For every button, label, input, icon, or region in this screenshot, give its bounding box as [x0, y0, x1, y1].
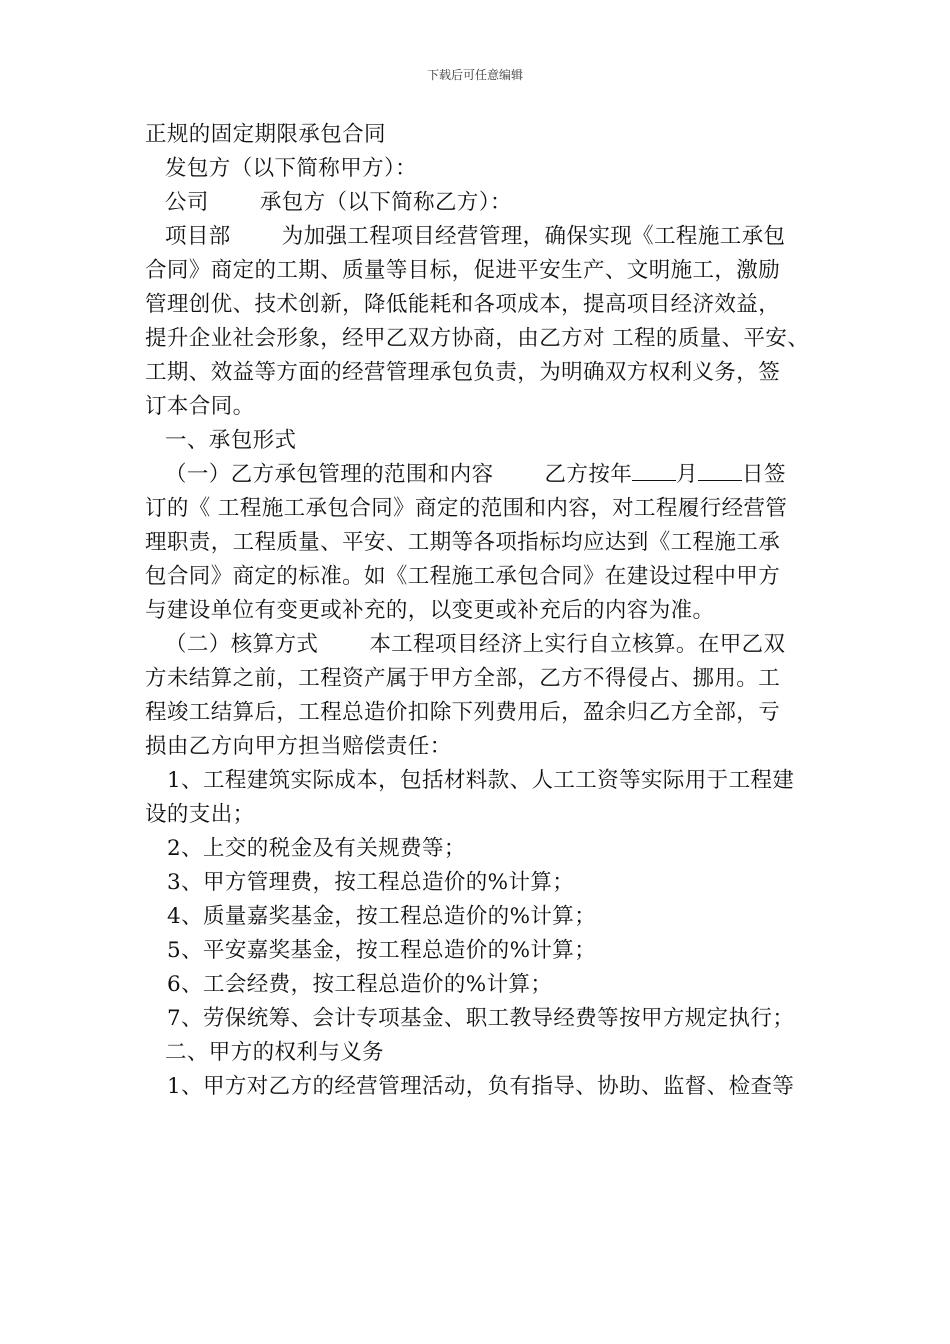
paragraph-line: 理职责，工程质量、平安、工期等各项指标均应达到《工程施工承	[145, 530, 781, 555]
paragraph-line: 损由乙方向甲方担当赔偿责任：	[145, 734, 452, 759]
paragraph-line: 方未结算之前，工程资产属于甲方全部，乙方不得侵占、挪用。工	[145, 666, 781, 691]
sub1-day: 日签	[742, 462, 786, 487]
month-blank	[698, 462, 742, 481]
sub1-month: 月	[676, 462, 699, 487]
list-item: 2、上交的税金及有关规费等；	[167, 836, 466, 861]
list-item: 6、工会经费，按工程总造价的%计算；	[167, 972, 553, 997]
paragraph-line: 管理创优、技术创新，降低能耗和各项成本，提高项目经济效益，	[145, 292, 781, 317]
party-a-line: 发包方（以下简称甲方）：	[165, 156, 418, 181]
document-body	[145, 118, 815, 1104]
paragraph-line: 项目部 为加强工程项目经营管理，确保实现《工程施工承包	[165, 224, 786, 249]
paragraph-line: 程竣工结算后，工程总造价扣除下列费用后，盈余归乙方全部，亏	[145, 700, 781, 725]
paragraph-line: 工期、效益等方面的经营管理承包负责，为明确双方权利义务，签	[145, 360, 781, 385]
subsection-line: （二）核算方式 本工程项目经济上实行自立核算。在甲乙双	[165, 632, 786, 657]
list-item: 3、甲方管理费，按工程总造价的%计算；	[167, 870, 575, 895]
page-header: 下载后可任意编辑	[426, 68, 523, 82]
year-blank	[632, 462, 676, 481]
list-item: 1、工程建筑实际成本，包括材料款、人工工资等实际用于工程建	[167, 768, 795, 793]
document-title: 正规的固定期限承包合同	[145, 122, 386, 147]
subsection-line	[145, 458, 815, 492]
list-item: 7、劳保统筹、会计专项基金、职工教导经费等按甲方规定执行；	[167, 1006, 795, 1031]
list-item: 4、质量嘉奖基金，按工程总造价的%计算；	[167, 904, 597, 929]
paragraph-line: 设的支出；	[145, 802, 255, 827]
paragraph-line: 订本合同。	[145, 394, 255, 419]
list-item: 1、甲方对乙方的经营管理活动，负有指导、协助、监督、检查等	[167, 1074, 795, 1099]
party-b-line: 公司 承包方（以下简称乙方）：	[165, 190, 512, 215]
section-heading: 一、承包形式	[165, 428, 297, 453]
paragraph-line: 订的《 工程施工承包合同》商定的范围和内容，对工程履行经营管	[145, 496, 788, 521]
section-heading: 二、甲方的权利与义务	[165, 1040, 385, 1065]
paragraph-line: 提升企业社会形象，经甲乙双方协商，由乙方对 工程的质量、平安、	[145, 326, 810, 351]
sub1-prefix: （一）乙方承包管理的范围和内容 乙方按年	[165, 462, 633, 487]
paragraph-line: 合同》商定的工期、质量等目标，促进平安生产、文明施工，激励	[145, 258, 781, 283]
paragraph-line: 包合同》商定的标准。如《工程施工承包合同》在建设过程中甲方	[145, 564, 781, 589]
paragraph-line: 与建设单位有变更或补充的，以变更或补充后的内容为准。	[145, 598, 715, 623]
list-item: 5、平安嘉奖基金，按工程总造价的%计算；	[167, 938, 597, 963]
